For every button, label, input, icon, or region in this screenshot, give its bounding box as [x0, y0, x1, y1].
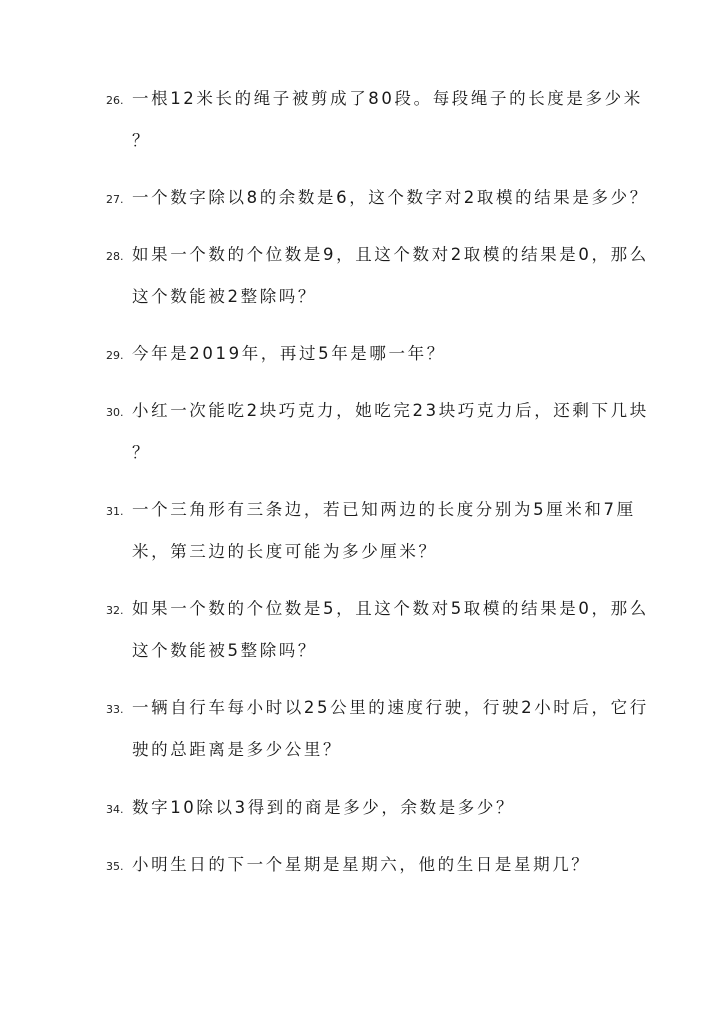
- question-text-line: 一辆自行车每小时以25公里的速度行驶，行驶2小时后，它行: [132, 698, 649, 717]
- question-number: 29.: [106, 349, 124, 362]
- question-number: 33.: [106, 703, 124, 716]
- question-text-line: 如果一个数的个位数是9，且这个数对2取模的结果是0，那么: [132, 245, 649, 264]
- question-text-line: 小明生日的下一个星期是星期六，他的生日是星期几？: [132, 855, 591, 874]
- question-text-line: 如果一个数的个位数是5，且这个数对5取模的结果是0，那么: [132, 599, 649, 618]
- question-text-line: 米，第三边的长度可能为多少厘米？: [132, 542, 438, 561]
- question-number: 27.: [106, 193, 124, 206]
- question-number: 30.: [106, 406, 124, 419]
- question-text-line: 小红一次能吃2块巧克力，她吃完23块巧克力后，还剩下几块: [132, 401, 649, 420]
- question-number: 34.: [106, 803, 124, 816]
- question-text-line: 一根12米长的绳子被剪成了80段。每段绳子的长度是多少米: [132, 89, 643, 108]
- question-text-line: 今年是2019年，再过5年是哪一年？: [132, 344, 446, 363]
- question-text-line: ？: [132, 131, 152, 150]
- question-text-line: 这个数能被5整除吗？: [132, 641, 317, 660]
- question-number: 35.: [106, 860, 124, 873]
- question-number: 32.: [106, 604, 124, 617]
- question-text-line: 数字10除以3得到的商是多少，余数是多少？: [132, 798, 516, 817]
- question-text-line: 一个三角形有三条边，若已知两边的长度分别为5厘米和7厘: [132, 500, 636, 519]
- question-number: 26.: [106, 94, 124, 107]
- question-text-line: ？: [132, 443, 152, 462]
- question-text-line: 一个数字除以8的余数是6，这个数字对2取模的结果是多少？: [132, 188, 649, 207]
- question-number: 31.: [106, 505, 124, 518]
- question-number: 28.: [106, 250, 124, 263]
- question-text-line: 这个数能被2整除吗？: [132, 287, 317, 306]
- question-text-line: 驶的总距离是多少公里？: [132, 740, 343, 759]
